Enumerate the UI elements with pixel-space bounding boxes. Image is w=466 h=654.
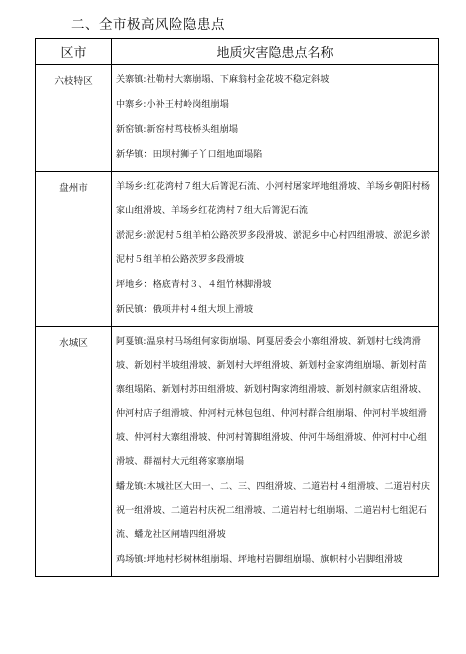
hazard-entry: 淤泥乡:淤泥村５组羊柏公路茨罗多段滑坡、淤泥乡中心村四组滑坡、淤泥乡淤泥村５组羊柏公路茨罗多段滑坡 [116,231,431,265]
hazard-entries-cell [112,327,439,577]
table-row [36,172,439,327]
hazard-entry: 新华镇：田坝村狮子丫口组地面塌陷 [116,150,263,160]
hazard-entry: 阿戛镇:温泉村马场组何家街崩塌、阿戛居委会小寨组滑坡、新划村七线湾滑坡、新划村半坡组滑坡、新划村大坪组滑坡、新划村金家湾组崩塌、新划村苗寨组塌陷、新划村苏田组滑坡、新划村陶家湾组滑坡、新划村颜家店组滑坡、仲河村店子组滑坡、仲河村元林包包组、仲河村群合组崩塌、仲河村半坡组滑坡、仲河村大寨组滑坡、仲河村箐脚组滑坡、仲河牛场组滑坡、仲河村中心组滑坡、群福村大元组蒋家寨崩塌 [116,337,427,467]
hazard-entry: 新窑镇:新窑村茑枝桥头组崩塌 [116,125,238,135]
column-header-hazard-name: 地质灾害隐患点名称 [112,39,439,65]
hazard-entries-cell [112,65,439,172]
hazard-entry: 羊场乡:红花湾村７组大后箐泥石流、小河村屠家坪地组滑坡、羊场乡朝阳村杨家山组滑坡、羊场乡红花湾村７组大后箐泥石流 [116,182,431,216]
hazard-entry: 鸡场镇:坪地村杉树林组崩塌、坪地村岩脚组崩塌、旗帜村小岩脚组滑坡 [116,555,403,565]
hazard-entry: 关寨镇:社勒村大寨崩塌、下麻翁村金花坡不稳定斜坡 [116,75,330,85]
section-heading: 二、全市极高风险隐患点 [71,17,225,33]
column-header-district: 区市 [36,39,112,65]
table-row [36,65,439,172]
table-row [36,327,439,577]
hazard-entry: 中寨乡:小补王村岭岗组崩塌 [116,100,229,110]
district-name: 水城区 [59,338,88,349]
hazard-points-table [35,38,439,577]
district-name: 六枝特区 [54,76,93,87]
district-cell [36,65,112,172]
district-name: 盘州市 [59,183,88,194]
table-header-row [36,39,439,65]
hazard-entry: 坪地乡：格底青村３、４组竹林脚滑坡 [116,280,272,290]
hazard-entry: 新民镇：俄项井村４组大坝上滑坡 [116,305,254,315]
district-cell [36,327,112,577]
district-cell [36,172,112,327]
hazard-entries-cell [112,172,439,327]
hazard-entry: 蟠龙镇:木城社区大田一、二、三、四组滑坡、二道岩村４组滑坡、二道岩村庆祝一组滑坡、二道岩村庆祝二组滑坡、二道岩村七组崩塌、二道岩村七组泥石流、蟠龙社区闸墙四组滑坡 [116,482,431,540]
